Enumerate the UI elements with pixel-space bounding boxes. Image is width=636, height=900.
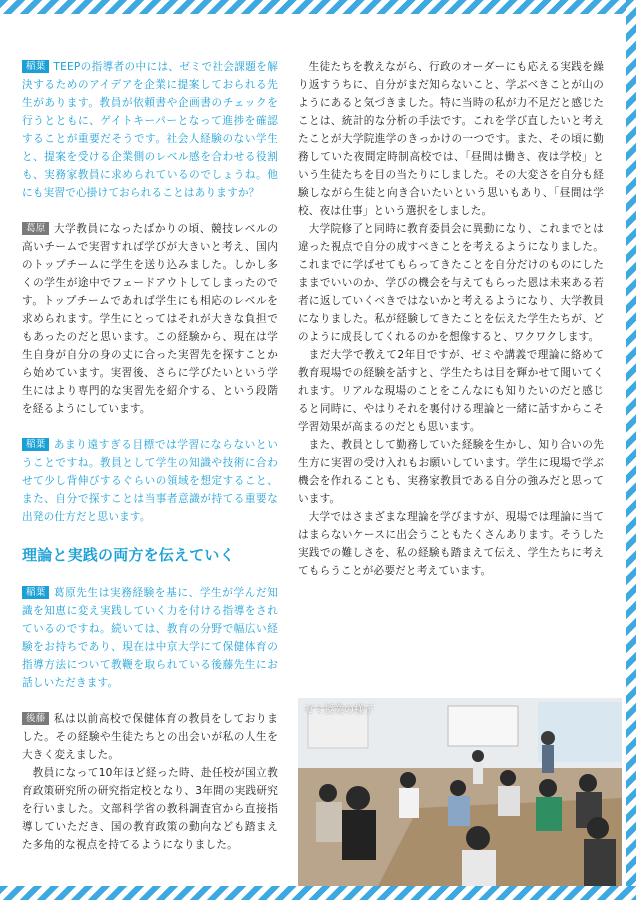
paragraph-text: 大学ではさまざまな理論を学びますが、現場では理論に当てはまらないケースに出会うこともたくさんあります。そうした実践での難しさを、私の経験も踏まえて伝え、学生たちに考えてもらうことが必要だと考えています。 [298, 511, 604, 577]
seminar-photo [298, 698, 622, 886]
paragraph-text: 大学院修了と同時に教育委員会に異動になり、これまでとは違った視点で自分の成すべきことを考えるようになりました。これまでに学ばせてもらってきたことを自分だけのものにしたままでいいのか、学びの機会を与えてもらった恩は未来ある若者に返していくべきではないかと考えるようになり、大学教員になりました。私が経験してきたことを伝えた学生たちが、どのように成長してくれるのかを想像すると、ワクワクします。 [298, 223, 604, 343]
right-column [298, 58, 604, 580]
speaker-tag: 稲葉 [22, 60, 49, 73]
paragraph-text: TEEPの指導者の中には、ゼミで社会課題を解決するためのアイデアを企業に提案しておられる先生があります。教員が依頼書や企画書のチェックを行うとともに、ゲイトキーパーとなって進捗を確認することが重要だそうです。社会人経験のない学生と、提案を受ける企業側のレベル感を合わせる役割も、実務家教員に求められているのでしょうね。他にも実習で心掛けておられることはありますか？ [22, 61, 278, 199]
speaker-tag: 稲葉 [22, 438, 49, 451]
paragraph-text: 生徒たちを教えながら、行政のオーダーにも応える実践を繰り返すうちに、自分がまだ知らないこと、学ぶべきことが山のようにあると気づきました。特に当時の私が力不足だと感じたことは、統計的な分析の手法です。これを学び直したいと考えたことが大学院進学のきっかけの一つです。また、その頃に勤務していた夜間定時制高校では、「昼間は働き、夜は学校」という生徒たちを目の当たりにしました。その大変さを自分も経験しながら生徒と向き合いたいという思いもあり、「昼間は学校、夜は仕事」という選択をしました。 [298, 61, 604, 217]
dialogue-paragraph [22, 584, 278, 692]
speaker-tag: 葛原 [22, 222, 49, 235]
speaker-tag: 稲葉 [22, 586, 49, 599]
classroom-illustration [298, 698, 622, 886]
left-column [22, 58, 278, 854]
speaker-tag: 後藤 [22, 712, 49, 725]
paragraph-text: また、教員として勤務していた経験を生かし、知り合いの先生方に実習の受け入れもお願いしています。学生に現場で学ぶ機会を作れることも、実務家教員である自分の強みだと思っています。 [298, 439, 604, 505]
section-heading: 理論と実践の両方を伝えていく [22, 546, 235, 564]
paragraph-text: まだ大学で教えて2年目ですが、ゼミや講義で理論に絡めて教育現場での経験を話すと、学生たちは目を輝かせて聞いてくれます。リアルな現場のことをこんなにも知りたいのだと感じると同時に、やはりそれを裏付ける理論と一緒に話すからこそ学習効果が高まるのだとも思います。 [298, 349, 604, 433]
dialogue-paragraph [22, 710, 278, 764]
bottom-stripe-border [0, 886, 636, 900]
paragraph-text: 教員になって10年ほど経った時、赴任校が国立教育政策研究所の研究指定校となり、3年間の実践研究を行いました。文部科学省の教科調査官から直接指導していただき、国の教育政策の動向なども踏まえた多角的な視点を持てるようになりました。 [22, 767, 278, 851]
paragraph-text: 私は以前高校で保健体育の教員をしておりました。その経験や生徒たちとの出会いが私の人生を大きく変えました。 [22, 713, 278, 761]
paragraph-text: 大学教員になったばかりの頃、競技レベルの高いチームで実習すれば学びが大きいと考え、国内のトップチームに学生を送り込みました。しかし多くの学生が途中でフェードアウトしてしまったのです。トップチームであれば学生にも相応のレベルを求められます。学生にとってはそれが大きな負担でもあったのだと思います。この経験から、現在は学生自身が自分の身の丈に合った実習先を探すことから始めています。実習後、さらに学びたいという学生にはより専門的な実習先を紹介する、という段階を経るようにしています。 [22, 223, 278, 415]
dialogue-paragraph [22, 436, 278, 526]
paragraph-text: 葛原先生は実務経験を基に、学生が学んだ知識を知恵に変え実践していく力を付ける指導をされているのですね。続いては、教育の分野で幅広い経験をお持ちであり、現在は中京大学にて保健体育の指導方法について教鞭を取られている後藤先生にお話しいただきます。 [22, 587, 278, 689]
dialogue-paragraph [22, 58, 278, 202]
photo-caption: ゼミ授業の様子 [304, 705, 374, 716]
dialogue-paragraph [22, 220, 278, 418]
paragraph-text: あまり遠すぎる目標では学習にならないということですね。教員として学生の知識や技術に合わせて少し背伸びするぐらいの領域を想定すること、また、自分で探すことは当事者意識が持てる重要な出発の仕方だと思います。 [22, 439, 278, 523]
right-stripe-border [626, 0, 636, 900]
top-stripe-border [0, 0, 636, 14]
